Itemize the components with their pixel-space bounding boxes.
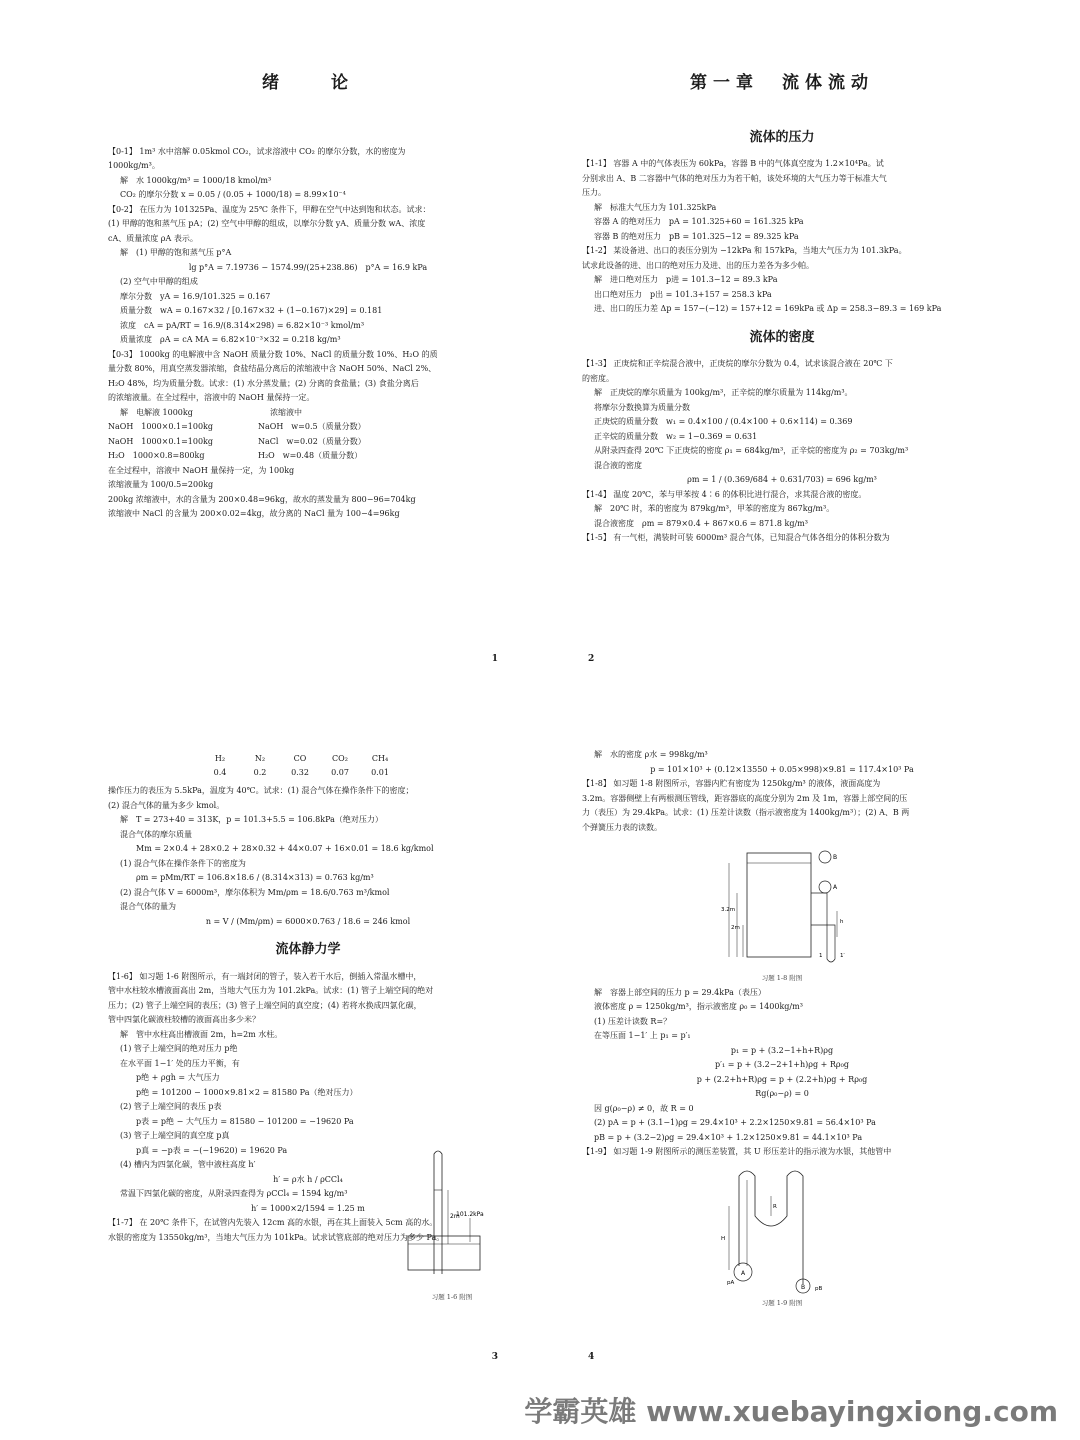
table-row bbox=[200, 766, 400, 780]
text-line: 浓缩液量为 100/0.5=200kg bbox=[108, 480, 214, 489]
figure-caption: 习题 1-9 附图 bbox=[761, 1298, 803, 1307]
formula: h′ = ρ水 h / ρCCl₄ bbox=[273, 1174, 343, 1184]
text-line: 解 正庚烷的摩尔质量为 100kg/m³，正辛烷的摩尔质量为 114kg/m³。 bbox=[594, 388, 853, 397]
formula: 浓度 cA = pA/RT = 16.9/(8.314×298) = 6.82×10⁻³ kmol/m³ bbox=[120, 320, 365, 330]
formula: p = 101×10³ + (0.12×13550 + 0.05×998)×9.81 = 117.4×10³ Pa bbox=[650, 764, 914, 774]
text-line: 【1-7】 在 20℃ 条件下，在试管内先装入 12cm 高的水银，再在其上面装入 5cm 高的水。 bbox=[108, 1218, 438, 1227]
text-line: (1) 管子上端空间的绝对压力 p绝 bbox=[120, 1044, 238, 1053]
formula: 正辛烷的质量分数 w₂ = 1−0.369 = 0.631 bbox=[594, 431, 758, 441]
text-line: 解 20℃ 时，苯的密度为 879kg/m³，甲苯的密度为 867kg/m³。 bbox=[594, 504, 835, 513]
text-line: 管中四氯化碳液柱较槽的液面高出多少米？ bbox=[108, 1015, 260, 1024]
text-line: 解 水的密度 ρ水 = 998kg/m³ bbox=[594, 750, 708, 759]
page-1-body bbox=[108, 145, 508, 522]
table-row bbox=[108, 406, 508, 421]
svg-text:3.2m: 3.2m bbox=[721, 907, 736, 913]
text-line: 【1-1】 容器 A 中的气体表压为 60kPa，容器 B 中的气体真空度为 1.2×10⁴Pa。试 bbox=[582, 159, 884, 168]
text-line: 混合气体的摩尔质量 bbox=[120, 829, 192, 839]
text-line: 解 容器上部空间的压力 p = 29.4kPa（表压） bbox=[594, 987, 766, 997]
formula: ρm = pMm/RT = 106.8×18.6 / (8.314×313) = 0.763 kg/m³ bbox=[136, 873, 374, 882]
table-cell: N₂ bbox=[254, 754, 266, 763]
text-line: 在等压面 1−1′ 上 p₁ = p′₁ bbox=[594, 1031, 691, 1040]
svg-text:pA: pA bbox=[727, 1279, 735, 1286]
formula: 解 进口绝对压力 p进 = 101.3−12 = 89.3 kPa bbox=[594, 275, 778, 284]
svg-text:H: H bbox=[721, 1235, 726, 1242]
svg-text:1′: 1′ bbox=[840, 953, 845, 959]
text-line: 浓缩液中 NaCl 的含量为 200×0.02=4kg，故分离的 NaCl 量为 100−4=96kg bbox=[108, 509, 400, 518]
text-line: 解 T = 273+40 = 313K，p = 101.3+5.5 = 106.8kPa（绝对压力） bbox=[120, 815, 383, 824]
table-cell: 0.32 bbox=[291, 768, 309, 777]
text-line: 试求此设备的进、出口的绝对压力及进、出的压力差各为多少帕。 bbox=[582, 260, 814, 270]
page-2 bbox=[582, 70, 982, 670]
text-line: cA、质量浓度 ρA 表示。 bbox=[108, 233, 198, 243]
text-line: (4) 槽内为四氯化碳，管中液柱高度 h′ bbox=[120, 1160, 256, 1169]
text-line: 【0-3】 1000kg 的电解液中含 NaOH 质量分数 10%、NaCl 的质量分数 10%、H₂O 的质 bbox=[108, 349, 438, 359]
formula: 混合液密度 ρm = 879×0.4 + 867×0.6 = 871.8 kg/m³ bbox=[594, 518, 808, 528]
page-1 bbox=[108, 70, 508, 670]
svg-text:B: B bbox=[801, 1283, 806, 1291]
text-line: (1) 压差计读数 R=？ bbox=[594, 1016, 672, 1026]
table-cell: 0.07 bbox=[331, 768, 349, 777]
text-line: 将摩尔分数换算为质量分数 bbox=[594, 402, 690, 412]
text-line: 1000kg/m³。 bbox=[108, 161, 160, 170]
formula: p表 = p绝 − 大气压力 = 81580 − 101200 = −19620 Pa bbox=[136, 1116, 354, 1126]
figure-caption: 习题 1-8 附图 bbox=[761, 974, 803, 982]
table-cell: NaOH 1000×0.1=100kg bbox=[108, 436, 214, 446]
text-line: 混合气体的量为 bbox=[120, 902, 176, 911]
text-line: 3.2m。容器侧壁上有两根测压管线，距容器底的高度分别为 2m 及 1m，容器上部空间的压 bbox=[582, 793, 908, 803]
text-line: 力（表压）为 29.4kPa。试求：(1) 压差计读数（指示液密度为 1400kg/m³）；(2) A、B 两 bbox=[582, 808, 910, 817]
formula: h′ = 1000×2/1594 = 1.25 m bbox=[251, 1203, 365, 1213]
text-line: 【1-3】 正庚烷和正辛烷混合液中，正庚烷的摩尔分数为 0.4，试求该混合液在 20℃ 下 bbox=[582, 359, 893, 368]
text-line: 的密度。 bbox=[582, 373, 614, 383]
text-line: 【1-5】 有一气柜，满装时可装 6000m³ 混合气体，已知混合气体各组分的体积分数为 bbox=[582, 533, 890, 542]
text-line: 在全过程中，溶液中 NaOH 量保持一定，为 100kg bbox=[108, 465, 295, 475]
svg-text:h: h bbox=[840, 919, 844, 925]
text-line: 液体密度 ρ = 1250kg/m³，指示液密度 ρ₀ = 1400kg/m³ bbox=[594, 1002, 803, 1011]
table-cell: 0.01 bbox=[371, 768, 389, 777]
text-line: 常温下四氯化碳的密度，从附录四查得为 ρCCl₄ = 1594 kg/m³ bbox=[120, 1189, 348, 1198]
section-title-pressure: 流体的压力 bbox=[749, 129, 815, 145]
page-4 bbox=[582, 748, 982, 1368]
table-cell: NaOH w=0.5（质量分数） bbox=[258, 422, 366, 431]
svg-text:2m: 2m bbox=[450, 1213, 460, 1220]
section-title-density: 流体的密度 bbox=[749, 329, 815, 345]
svg-text:pB: pB bbox=[815, 1285, 823, 1292]
text-line: 【0-2】 在压力为 101325Pa、温度为 25℃ 条件下，甲醇在空气中达到饱和状态。试求： bbox=[108, 204, 431, 214]
formula: Rg(ρ₀−ρ) = 0 bbox=[755, 1089, 809, 1098]
formula: p + (2.2+h+R)ρg = p + (2.2+h)ρg + Rρ₀g bbox=[696, 1074, 868, 1084]
tube-diagram bbox=[404, 1144, 500, 1284]
table-cell: 解 电解液 1000kg bbox=[120, 407, 193, 417]
text-line: 解 标准大气压力为 101.325kPa bbox=[594, 202, 717, 212]
table-row bbox=[108, 435, 508, 450]
svg-text:B: B bbox=[833, 854, 838, 861]
formula: (2) pA = p + (3.1−1)ρg = 29.4×10³ + 2.2×1250×9.81 = 56.4×10³ Pa bbox=[594, 1118, 876, 1127]
text-line: 解 水 1000kg/m³ = 1000/18 kmol/m³ bbox=[120, 175, 272, 185]
formula: p₁ = p + (3.2−1+h+R)ρg bbox=[730, 1045, 834, 1055]
table-cell: H₂O w=0.48（质量分数） bbox=[258, 451, 363, 460]
text-line: 解 管中水柱高出槽液面 2m，h=2m 水柱。 bbox=[120, 1029, 283, 1039]
table-cell: 浓缩液中 bbox=[270, 407, 302, 417]
formula: n = V / (Mm/ρm) = 6000×0.763 / 18.6 = 246 kmol bbox=[205, 916, 411, 926]
formula: p′₁ = p + (3.2−2+1+h)ρg + Rρ₀g bbox=[715, 1060, 849, 1069]
text-line: 在水平面 1−1′ 处的压力平衡，有 bbox=[120, 1058, 240, 1068]
text-line: 【1-4】 温度 20℃，苯与甲苯按 4∶6 的体积比进行混合，求其混合液的密度。 bbox=[582, 489, 867, 499]
page-number: 2 bbox=[588, 653, 595, 664]
figure-1-9 bbox=[707, 1166, 857, 1294]
table-row bbox=[200, 752, 400, 766]
formula: 摩尔分数 yA = 16.9/101.325 = 0.167 bbox=[120, 291, 271, 301]
svg-text:A: A bbox=[833, 884, 838, 891]
formula: p绝 = 101200 − 1000×9.81×2 = 81580 Pa（绝对压力） bbox=[136, 1087, 358, 1097]
text-line: (2) 混合气体的量为多少 kmol。 bbox=[108, 800, 225, 810]
svg-text:1: 1 bbox=[819, 953, 823, 959]
text-line: 【0-1】 1m³ 水中溶解 0.05kmol CO₂，试求溶液中 CO₂ 的摩尔分数，水的密度为 bbox=[108, 146, 406, 156]
table-cell: H₂ bbox=[214, 754, 226, 763]
figure-1-8 bbox=[707, 841, 857, 969]
text-line: 从附录四查得 20℃ 下正庚烷的密度 ρ₁ = 684kg/m³，正辛烷的密度为 ρ₂ = 703kg/m³ bbox=[594, 446, 909, 455]
text-line: 量分数 80%，用真空蒸发器浓缩，食盐结晶分离后的浓缩液中含 NaOH 50%、NaCl 2%、 bbox=[108, 364, 437, 373]
table-cell: CH₄ bbox=[371, 754, 389, 763]
formula: 质量浓度 ρA = cA MA = 6.82×10⁻³×32 = 0.218 kg/m³ bbox=[120, 335, 341, 344]
text-line: 个弹簧压力表的读数。 bbox=[582, 822, 662, 832]
text-line: 分别求出 A、B 二容器中气体的绝对压力为若干帕，该处环境的大气压力等于标准大气 bbox=[582, 173, 887, 183]
text-line: 混合液的密度 bbox=[594, 460, 642, 470]
text-line: H₂O 48%，均为质量分数。试求：(1) 水分蒸发量；(2) 分离的食盐量；(3) 食盐分离后 bbox=[108, 378, 419, 388]
svg-text:R: R bbox=[773, 1203, 777, 1210]
watermark: 学霸英雄 www.xuebayingxiong.com bbox=[524, 1395, 1058, 1428]
table-cell: NaOH 1000×0.1=100kg bbox=[108, 422, 214, 431]
table-row bbox=[108, 449, 508, 464]
table-row bbox=[108, 420, 508, 435]
text-line: 操作压力的表压为 5.5kPa，温度为 40℃。试求：(1) 混合气体在操作条件下的密度； bbox=[108, 786, 414, 795]
table-cell: H₂O 1000×0.8=800kg bbox=[108, 451, 205, 460]
formula: 进、出口的压力差 Δp = 157−(−12) = 157+12 = 169kPa 或 Δp = 258.3−89.3 = 169 kPa bbox=[594, 304, 942, 313]
composition-table bbox=[200, 752, 400, 780]
table-cell: CO₂ bbox=[332, 754, 348, 763]
text-line: 200kg 浓缩液中，水的含量为 200×0.48=96kg，故水的蒸发量为 800−96=704kg bbox=[108, 494, 416, 504]
text-line: 解 (1) 甲醇的饱和蒸气压 p°A bbox=[120, 248, 232, 257]
text-line: (2) 管子上端空间的表压 p表 bbox=[120, 1102, 222, 1111]
svg-text:101.2kPa: 101.2kPa bbox=[456, 1211, 484, 1218]
figure-caption: 习题 1-6 附图 bbox=[431, 1292, 473, 1301]
page-3 bbox=[108, 748, 508, 1368]
text-line: (3) 管子上端空间的真空度 p真 bbox=[120, 1131, 230, 1140]
figure-1-6 bbox=[404, 1144, 500, 1304]
formula: 容器 A 的绝对压力 pA = 101.325+60 = 161.325 kPa bbox=[594, 217, 804, 226]
text-line: 【1-9】 如习题 1-9 附图所示的测压差装置，其 U 形压差计的指示液为水银，其他管中 bbox=[582, 1147, 892, 1156]
text-line: 管中水柱较水槽液面高出 2m，当地大气压力为 101.2kPa。试求：(1) 管子上端空间的绝对 bbox=[108, 986, 434, 995]
text-line: (2) 混合气体 V = 6000m³，摩尔体积为 Mm/ρm = 18.6/0.763 m³/kmol bbox=[120, 887, 390, 897]
formula: pB = p + (3.2−2)ρg = 29.4×10³ + 1.2×1250×9.81 = 44.1×10³ Pa bbox=[594, 1132, 863, 1142]
formula: 质量分数 wA = 0.167×32 / [0.167×32 + (1−0.167)×29] = 0.181 bbox=[120, 306, 383, 315]
text-line: CO₂ 的摩尔分数 x = 0.05 / (0.05 + 1000/18) = 8.99×10⁻⁴ bbox=[120, 190, 346, 199]
formula: ρm = 1 / (0.369/684 + 0.631/703) = 696 kg/m³ bbox=[687, 475, 877, 484]
text-line: 压力；(2) 管子上端空间的表压；(3) 管子上端空间的真空度；(4) 若将水换成四氯化碳， bbox=[108, 1000, 422, 1010]
table-cell: 0.2 bbox=[253, 768, 267, 777]
section-title-statics: 流体静力学 bbox=[275, 942, 341, 957]
page-number: 4 bbox=[588, 1351, 595, 1362]
text-line: (2) 空气中甲醇的组成 bbox=[120, 277, 198, 286]
svg-text:A: A bbox=[741, 1269, 746, 1277]
table-cell: NaCl w=0.02（质量分数） bbox=[258, 436, 366, 446]
formula: 容器 B 的绝对压力 pB = 101.325−12 = 89.325 kPa bbox=[594, 231, 799, 241]
text-line: 【1-8】 如习题 1-8 附图所示，容器内贮有密度为 1250kg/m³ 的液体，液面高度为 bbox=[582, 779, 881, 788]
text-line: 水银的密度为 13550kg/m³，当地大气压力为 101kPa。试求试管底部的绝对压力为多少 Pa。 bbox=[108, 1232, 445, 1242]
text-line: 【1-2】 某设备进、出口的表压分别为 −12kPa 和 157kPa，当地大气压力为 101.3kPa。 bbox=[582, 246, 907, 255]
text-line: 因 g(ρ₀−ρ) ≠ 0，故 R = 0 bbox=[594, 1103, 694, 1113]
text-line: 的浓缩液量。在全过程中，溶液中的 NaOH 量保持一定。 bbox=[108, 393, 315, 402]
formula: p绝 + ρgh = 大气压力 bbox=[136, 1073, 220, 1082]
page-number: 1 bbox=[491, 653, 498, 664]
svg-text:2m: 2m bbox=[731, 925, 740, 931]
text-line: (1) 混合气体在操作条件下的密度为 bbox=[120, 858, 246, 868]
formula: lg p°A = 7.19736 − 1574.99/(25+238.86) p°A = 16.9 kPa bbox=[188, 262, 428, 272]
text-line: (1) 甲醇的饱和蒸气压 pA；(2) 空气中甲醇的组成，以摩尔分数 yA、质量分数 wA、浓度 bbox=[108, 219, 426, 228]
page-number: 3 bbox=[491, 1351, 498, 1362]
formula: p真 = −p表 = −(−19620) = 19620 Pa bbox=[136, 1145, 288, 1155]
text-line: 压力。 bbox=[582, 188, 606, 197]
formula: Mm = 2×0.4 + 28×0.2 + 28×0.32 + 44×0.07 + 16×0.01 = 18.6 kg/kmol bbox=[136, 844, 434, 853]
table-cell: 0.4 bbox=[213, 768, 227, 777]
chapter-title-intro: 绪 论 bbox=[262, 73, 354, 93]
table-cell: CO bbox=[293, 754, 307, 763]
formula: 正庚烷的质量分数 w₁ = 0.4×100 / (0.4×100 + 0.6×114) = 0.369 bbox=[594, 417, 853, 426]
chapter-title: 第一章 流体流动 bbox=[690, 73, 874, 93]
text-line: 【1-6】 如习题 1-6 附图所示，有一端封闭的管子，装入若干水后，倒插入常温水槽中， bbox=[108, 971, 422, 981]
formula: 出口绝对压力 p出 = 101.3+157 = 258.3 kPa bbox=[594, 289, 772, 299]
